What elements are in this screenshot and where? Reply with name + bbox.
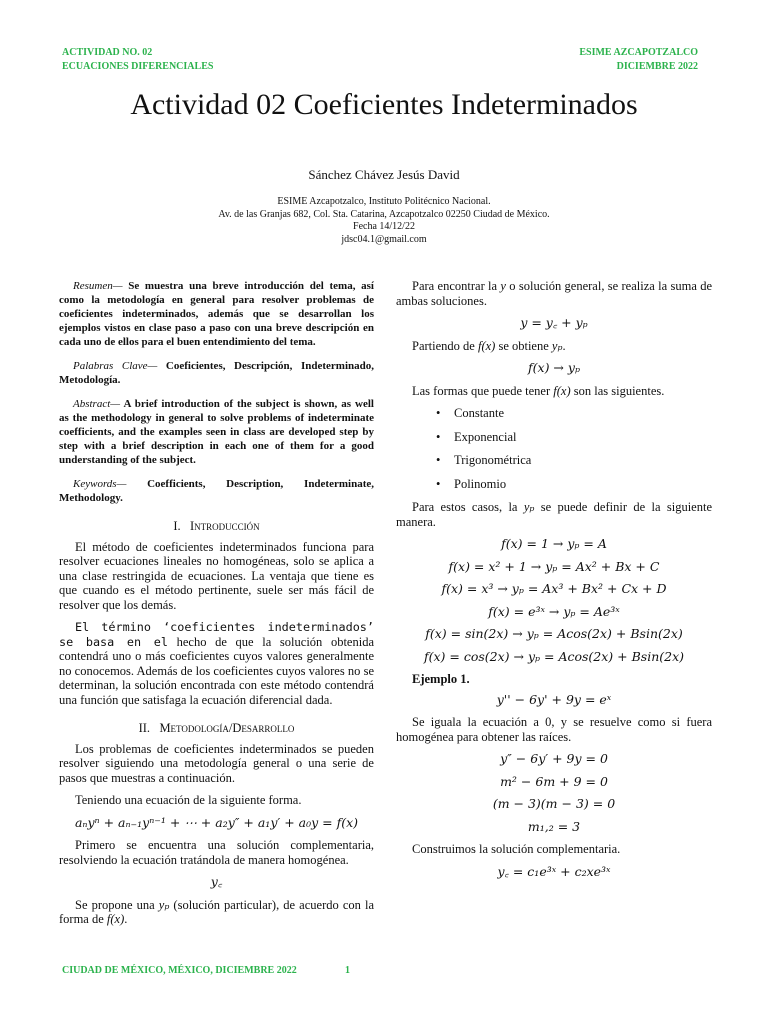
text-run: Las formas que puede tener	[412, 383, 554, 398]
abstract-label: Abstract—	[73, 398, 121, 410]
intro-paragraph-2-lead: El término ‘coeficientes indeterminados’ se basa en el	[59, 620, 374, 649]
text-run: o solución general, se realiza la suma de ambas soluciones.	[396, 279, 712, 308]
methodology-paragraph-3: Primero se encuentra una solución complementaria, resolviendo la ecuación tratándola de manera homogénea.	[59, 838, 374, 867]
section-heading-intro	[59, 519, 374, 534]
keywords-text: Coefficients, Description, Indeterminate, Methodology.	[59, 478, 374, 504]
page-number: 1	[345, 965, 350, 976]
palabras-clave-text: Coeficientes, Descripción, Indeterminado, Metodología.	[59, 360, 374, 386]
math-inline: f(x)	[106, 912, 125, 926]
case-equation: f(x) = sin(2x) → yₚ = Acos(2x) + Bsin(2x)	[425, 626, 683, 641]
intro-paragraph-1: El método de coeficientes indeterminados funciona para resolver ecuaciones lineales no homogéneas, solo se aplica a una clase restringida de ecuaciones. La ventaja que tiene es que cuando es el método pertinente, suele ser más fácil de resolver que los demás.	[59, 539, 374, 612]
bullet-icon: •	[436, 453, 441, 467]
section-number: I.	[173, 519, 181, 533]
text-run: se puede definir de la siguiente manera.	[396, 500, 712, 529]
forms-list	[396, 406, 712, 491]
particular-paragraph	[396, 339, 712, 354]
forms-intro-paragraph	[396, 384, 712, 399]
complementary-solution-symbol: y꜀	[210, 874, 223, 889]
example-equation: y'' − 6y' + 9y = eˣ	[496, 691, 612, 707]
case-equation: f(x) = x³ → yₚ = Ax³ + Bx² + Cx + D	[441, 581, 667, 596]
list-item-label: Exponencial	[454, 429, 517, 444]
resumen-text: Se muestra una breve introducción del tema, así como la metodología en general para resolver problemas de coeficientes indeterminados, además que se desarrollan los ejemplos vistos en clase paso a paso con una breve descripción en cada uno de ellos para el buen entendimiento del tema.	[59, 280, 374, 348]
text-run: son las siguientes.	[570, 383, 665, 398]
abstract-text: A brief introduction of the subject is shown, as well as the methodology in general to solve problems of indeterminate coefficients, and the examples seen in class are developed step by step with a brief description in each one of them for a good understanding of the subject.	[59, 398, 374, 466]
list-item	[436, 430, 712, 445]
case-equation: f(x) = 1 → yₚ = A	[501, 536, 607, 551]
header-school: ESIME AZCAPOTZALCO	[579, 47, 698, 58]
keywords-label: Keywords—	[73, 478, 127, 490]
intro-paragraph-2-rest: hecho de que la solución obtenida contendrá uno o más coeficientes cuyos valores generalmente no conocemos. Además de los coeficientes cuyos valores no se determinan, la solución encontrada con este método contendrá una función que satisfaga la ecuación diferencial dada.	[59, 634, 374, 707]
complementary-solution-equation: y꜀ = c₁e³ˣ + c₂xe³ˣ	[497, 863, 611, 879]
math-inline: yₚ	[523, 500, 535, 514]
palabras-clave-label: Palabras Clave—	[73, 360, 158, 372]
section-title: Metodología/Desarrollo	[159, 721, 295, 735]
bullet-icon: •	[436, 406, 441, 420]
header-course: ECUACIONES DIFERENCIALES	[62, 61, 214, 72]
list-item	[436, 477, 712, 492]
running-header-right	[579, 46, 698, 74]
abstract-paragraph	[59, 397, 374, 467]
text-run: Para estos casos, la	[412, 500, 524, 514]
math-inline: f(x)	[477, 338, 496, 353]
homogeneous-paragraph: Se iguala la ecuación a 0, y se resuelve como si fuera homogénea para obtener las raíces.	[396, 715, 712, 744]
resumen-paragraph	[59, 279, 374, 349]
section-number: II.	[138, 721, 151, 735]
header-activity: ACTIVIDAD NO. 02	[62, 47, 153, 58]
methodology-paragraph-2: Teniendo una ecuación de la siguiente forma.	[75, 793, 302, 807]
bullet-icon: •	[436, 476, 441, 491]
case-equation: f(x) = e³ˣ → yₚ = Ae³ˣ	[488, 603, 620, 619]
resumen-label: Resumen—	[73, 280, 123, 292]
author-name: Sánchez Chávez Jesús David	[308, 167, 460, 182]
header-date: DICIEMBRE 2022	[616, 61, 698, 72]
list-item	[436, 406, 712, 421]
running-footer: CIUDAD DE MÉXICO, MÉXICO, DICIEMBRE 2022	[62, 965, 297, 976]
case-equation: f(x) = x² + 1 → yₚ = Ax² + Bx + C	[448, 558, 660, 574]
example-heading: Ejemplo 1.	[412, 672, 470, 686]
step-equation: m² − 6m + 9 = 0	[500, 773, 608, 789]
text-run: Partiendo de	[412, 338, 478, 353]
affiliation-institution: ESIME Azcapotzalco, Instituto Politécnico Nacional.	[277, 196, 491, 207]
case-equation: f(x) = cos(2x) → yₚ = Acos(2x) + Bsin(2x)	[424, 648, 684, 664]
list-item-label: Constante	[454, 406, 504, 420]
text-run: Se propone una	[75, 897, 159, 912]
complementary-paragraph: Construimos la solución complementaria.	[412, 842, 621, 856]
bullet-icon: •	[436, 429, 441, 444]
step-equation: y″ − 6y′ + 9y = 0	[500, 751, 608, 766]
math-inline: y	[500, 279, 506, 293]
math-inline: yₚ	[551, 338, 563, 353]
list-item-label: Trigonométrica	[454, 453, 532, 467]
cases-intro-paragraph	[396, 500, 712, 529]
text-run: Para encontrar la	[412, 279, 501, 293]
running-header-left	[62, 46, 213, 74]
keywords-paragraph	[59, 477, 374, 505]
general-equation: aₙyⁿ + aₙ₋₁yⁿ⁻¹ + ⋯ + a₂y″ + a₁y′ + a₀y = f(x)	[74, 814, 359, 830]
math-inline: yₚ	[158, 897, 170, 912]
methodology-paragraph-1: Los problemas de coeficientes indeterminados se pueden resolver siguiendo una metodología general o una serie de pasos que muestras a continuación.	[59, 741, 374, 785]
text-run: .	[124, 912, 128, 926]
general-solution-equation: y = y꜀ + yₚ	[520, 315, 588, 330]
section-title: Introducción	[190, 519, 260, 533]
intro-paragraph-2	[59, 620, 374, 707]
paper-title: Actividad 02 Coeficientes Indeterminados	[130, 88, 638, 121]
affiliation-address: Av. de las Granjas 682, Col. Sta. Catarina, Azcapotzalco 02250 Ciudad de México.	[218, 208, 550, 220]
text-run: se obtiene	[495, 338, 552, 353]
methodology-paragraph-4	[59, 898, 374, 927]
step-equation: m₁,₂ = 3	[527, 818, 581, 834]
text-run: (solución particular), de acuerdo con la forma de	[59, 897, 374, 926]
left-column	[59, 279, 374, 935]
right-column	[396, 279, 712, 887]
affiliation-date: Fecha 14/12/22	[353, 221, 415, 232]
list-item-label: Polinomio	[454, 476, 507, 491]
list-item	[436, 453, 712, 468]
text-run: .	[562, 338, 566, 353]
affiliation-email: jdsc04.1@gmail.com	[341, 233, 427, 245]
palabras-clave-paragraph	[59, 359, 374, 387]
math-inline: f(x)	[553, 383, 571, 398]
step-equation: (m − 3)(m − 3) = 0	[492, 796, 616, 811]
affiliation-block	[0, 196, 768, 246]
general-solution-paragraph	[396, 279, 712, 308]
section-heading-methodology	[59, 721, 374, 736]
mapping-equation: f(x) → yₚ	[528, 360, 580, 375]
